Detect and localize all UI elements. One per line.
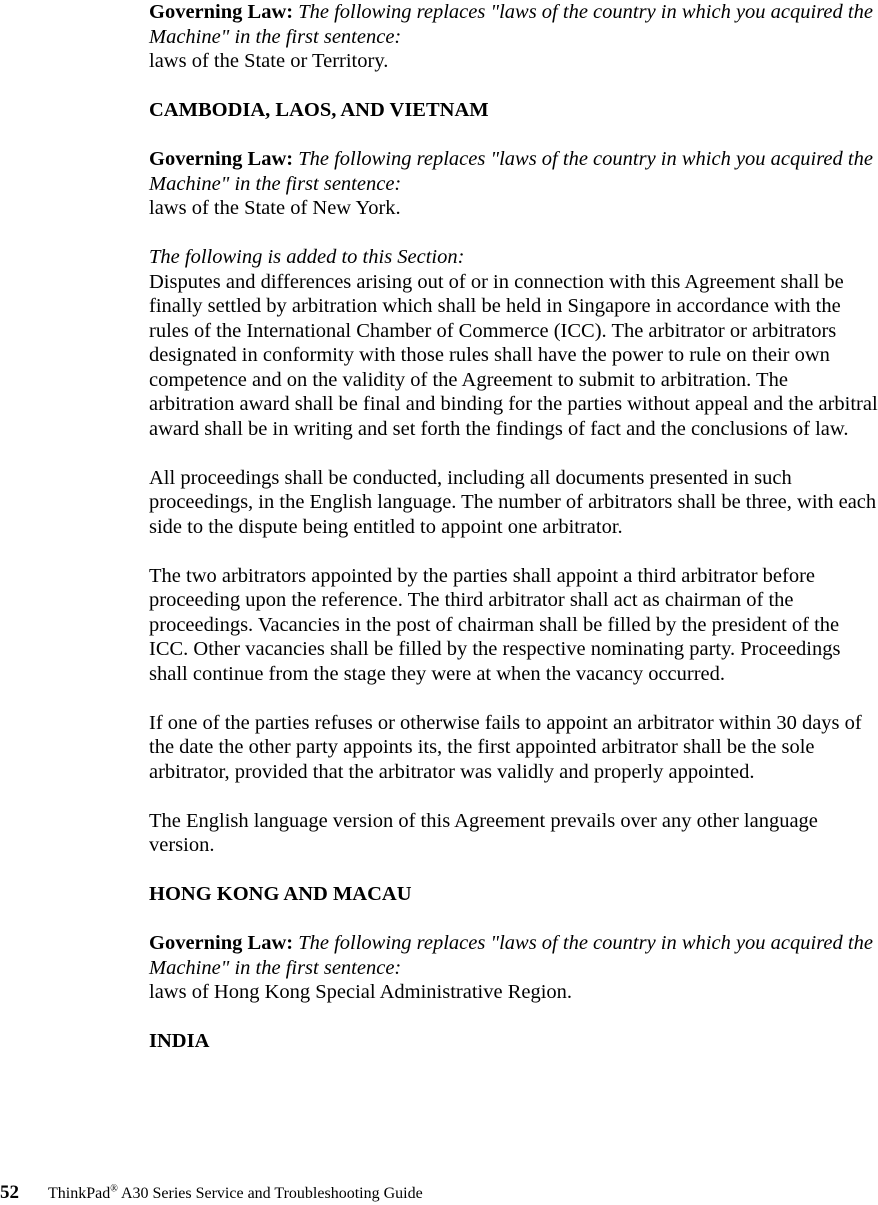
paragraph-proceedings-language: All proceedings shall be conducted, including all documents presented in such proceedings, in the English language. The number of arbitrators shall be three, with each side to the dispute being entitled to appoint one arbitrator. [149,466,877,538]
section-heading-hongkong: HONG KONG AND MACAU [149,883,412,905]
governing-law-text: laws of the State of New York. [149,197,401,219]
governing-law-clause [149,931,878,980]
paragraph-third-arbitrator: The two arbitrators appointed by the parties shall appoint a third arbitrator before proceeding upon the reference. The third arbitrator shall act as chairman of the proceedings. Vacancies in the post of chairman shall be filled by the president of the ICC. Other vacancies shall be filled by the respective nominating party. Proceedings shall continue from the stage they were at when the vacancy occurred. [149,564,841,685]
page-number: 52 [0,1182,19,1203]
title-prefix: ThinkPad [48,1185,111,1202]
document-title [48,1183,423,1205]
governing-law-description: The following replaces "laws of the country in which you acquired the Machine" in the first sentence: [149,932,873,979]
governing-law-label: Governing Law: [149,932,294,954]
governing-law-clause [149,147,878,196]
governing-law-label: Governing Law: [149,1,294,23]
paragraph-english-version: The English language version of this Agreement prevails over any other language version. [149,809,818,856]
document-body [149,0,878,1054]
governing-law-description: The following replaces "laws of the country in which you acquired the Machine" in the first sentence: [149,148,873,195]
governing-law-text: laws of Hong Kong Special Administrative Region. [149,981,573,1003]
page-footer [0,1181,878,1205]
section-heading-cambodia: CAMBODIA, LAOS, AND VIETNAM [149,99,489,121]
governing-law-description: The following replaces "laws of the country in which you acquired the Machine" in the first sentence: [149,1,873,48]
added-section-label: The following is added to this Section: [149,246,465,268]
governing-law-label: Governing Law: [149,148,294,170]
registered-mark: ® [110,1183,118,1195]
paragraph-sole-arbitrator: If one of the parties refuses or otherwise fails to appoint an arbitrator within 30 days of the date the other party appoints its, the first appointed arbitrator shall be the sole arbitrator, provided that the arbitrator was validly and properly appointed. [149,711,862,783]
governing-law-text: laws of the State or Territory. [149,50,389,72]
title-suffix: A30 Series Service and Troubleshooting Guide [117,1185,423,1202]
paragraph-arbitration: Disputes and differences arising out of or in connection with this Agreement shall be finally settled by arbitration which shall be held in Singapore in accordance with the rules of the International Chamber of Commerce (ICC). The arbitrator or arbitrators designated in conformity with those rules shall have the power to rule on their own competence and on the validity of the Agreement to submit to arbitration. The arbitration award shall be final and binding for the parties without appeal and the arbitral award shall be in writing and set forth the findings of fact and the conclusions of law. [149,270,878,440]
section-heading-india: INDIA [149,1030,210,1052]
governing-law-clause [149,0,878,49]
